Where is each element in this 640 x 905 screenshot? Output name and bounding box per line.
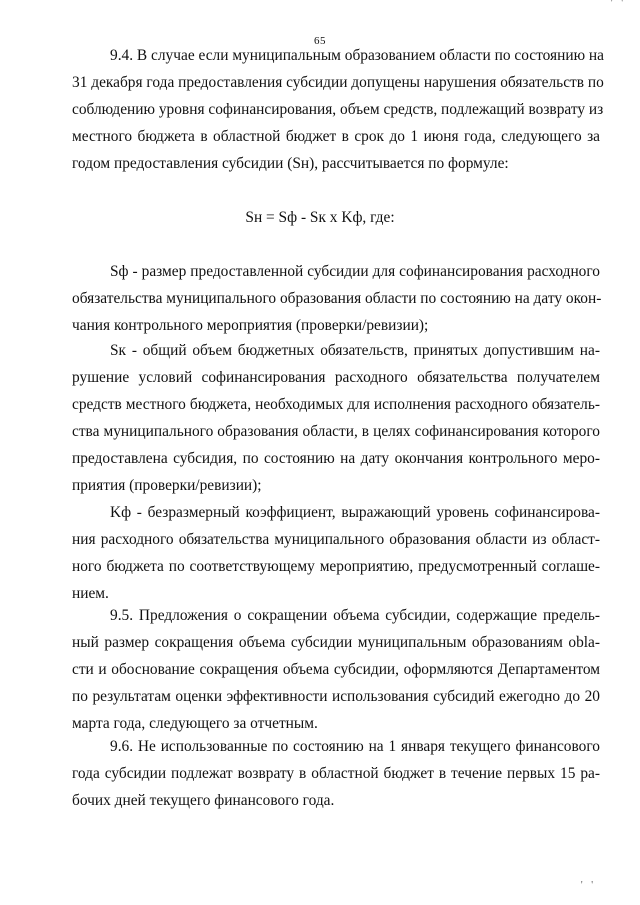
text-line: бочих дней текущего финансового года.: [72, 792, 335, 809]
definition-s-k: [72, 337, 600, 499]
definition-k-f: [72, 499, 600, 607]
text-line: средств местного бюджета, необходимых для исполнения расходного обязатель-: [72, 396, 600, 413]
text-line: 9.6. Не использованные по состоянию на 1 января текущего финансового: [110, 738, 600, 755]
paragraph-9-4: [72, 42, 604, 177]
text-line: ния расходного обязательства муниципального образования области из област-: [72, 531, 600, 548]
text-line: нием.: [72, 585, 109, 602]
text-line: Sк - общий объем бюджетных обязательств, принятых допустившим на-: [110, 342, 600, 359]
text-line: рушение условий софинансирования расходного обязательства получателем: [72, 369, 600, 386]
scan-mark-top: ' ': [610, 0, 626, 9]
text-line: Sф - размер предоставленной субсидии для софинансирования расходного: [110, 263, 600, 280]
paragraph-9-5: [72, 602, 600, 737]
page-number: 65: [314, 35, 326, 47]
text-line: 9.5. Предложения о сокращении объема субсидии, содержащие предель-: [110, 607, 600, 624]
text-line: ства муниципального образования области, в целях софинансирования которого: [72, 423, 600, 440]
text-line: сти и обоснование сокращения объема субсидии, оформляются Департаментом: [72, 661, 600, 678]
text-line: 9.4. В случае если муниципальным образованием области по состоянию на: [110, 47, 604, 64]
text-line: ного бюджета по соответствующему мероприятию, предусмотренный соглаше-: [72, 558, 600, 575]
formula: Sн = Sф - Sк x Kф, где:: [245, 209, 395, 226]
text-line: года субсидии подлежат возврату в областной бюджет в течение первых 15 ра-: [72, 765, 600, 782]
text-line: марта года, следующего за отчетным.: [72, 715, 318, 732]
text-line: 31 декабря года предоставления субсидии допущены нарушения обязательств по: [72, 74, 604, 91]
definition-s-f: [72, 258, 600, 339]
text-line: Kф - безразмерный коэффициент, выражающий уровень софинансирова-: [110, 504, 600, 521]
text-line: обязательства муниципального образования области по состоянию на дату окон-: [72, 290, 602, 307]
text-line: чания контрольного мероприятия (проверки/ревизии);: [72, 317, 429, 334]
text-line: приятия (проверки/ревизии);: [72, 477, 262, 494]
text-line: по результатам оценки эффективности использования субсидий ежегодно до 20: [72, 688, 600, 705]
text-line: годом предоставления субсидии (Sн), рассчитывается по формуле:: [72, 155, 509, 172]
text-line: соблюдению уровня софинансирования, объем средств, подлежащий возврату из: [72, 101, 604, 118]
text-line: предоставлена субсидия, по состоянию на дату окончания контрольного меро-: [72, 450, 600, 467]
paragraph-9-6: [72, 733, 600, 814]
scan-mark-bottom: ' ': [580, 880, 596, 891]
text-line: ный размер сокращения объема субсидии муниципальным образованиям obla-: [72, 634, 600, 651]
text-line: местного бюджета в областной бюджет в срок до 1 июня года, следующего за: [72, 128, 600, 145]
